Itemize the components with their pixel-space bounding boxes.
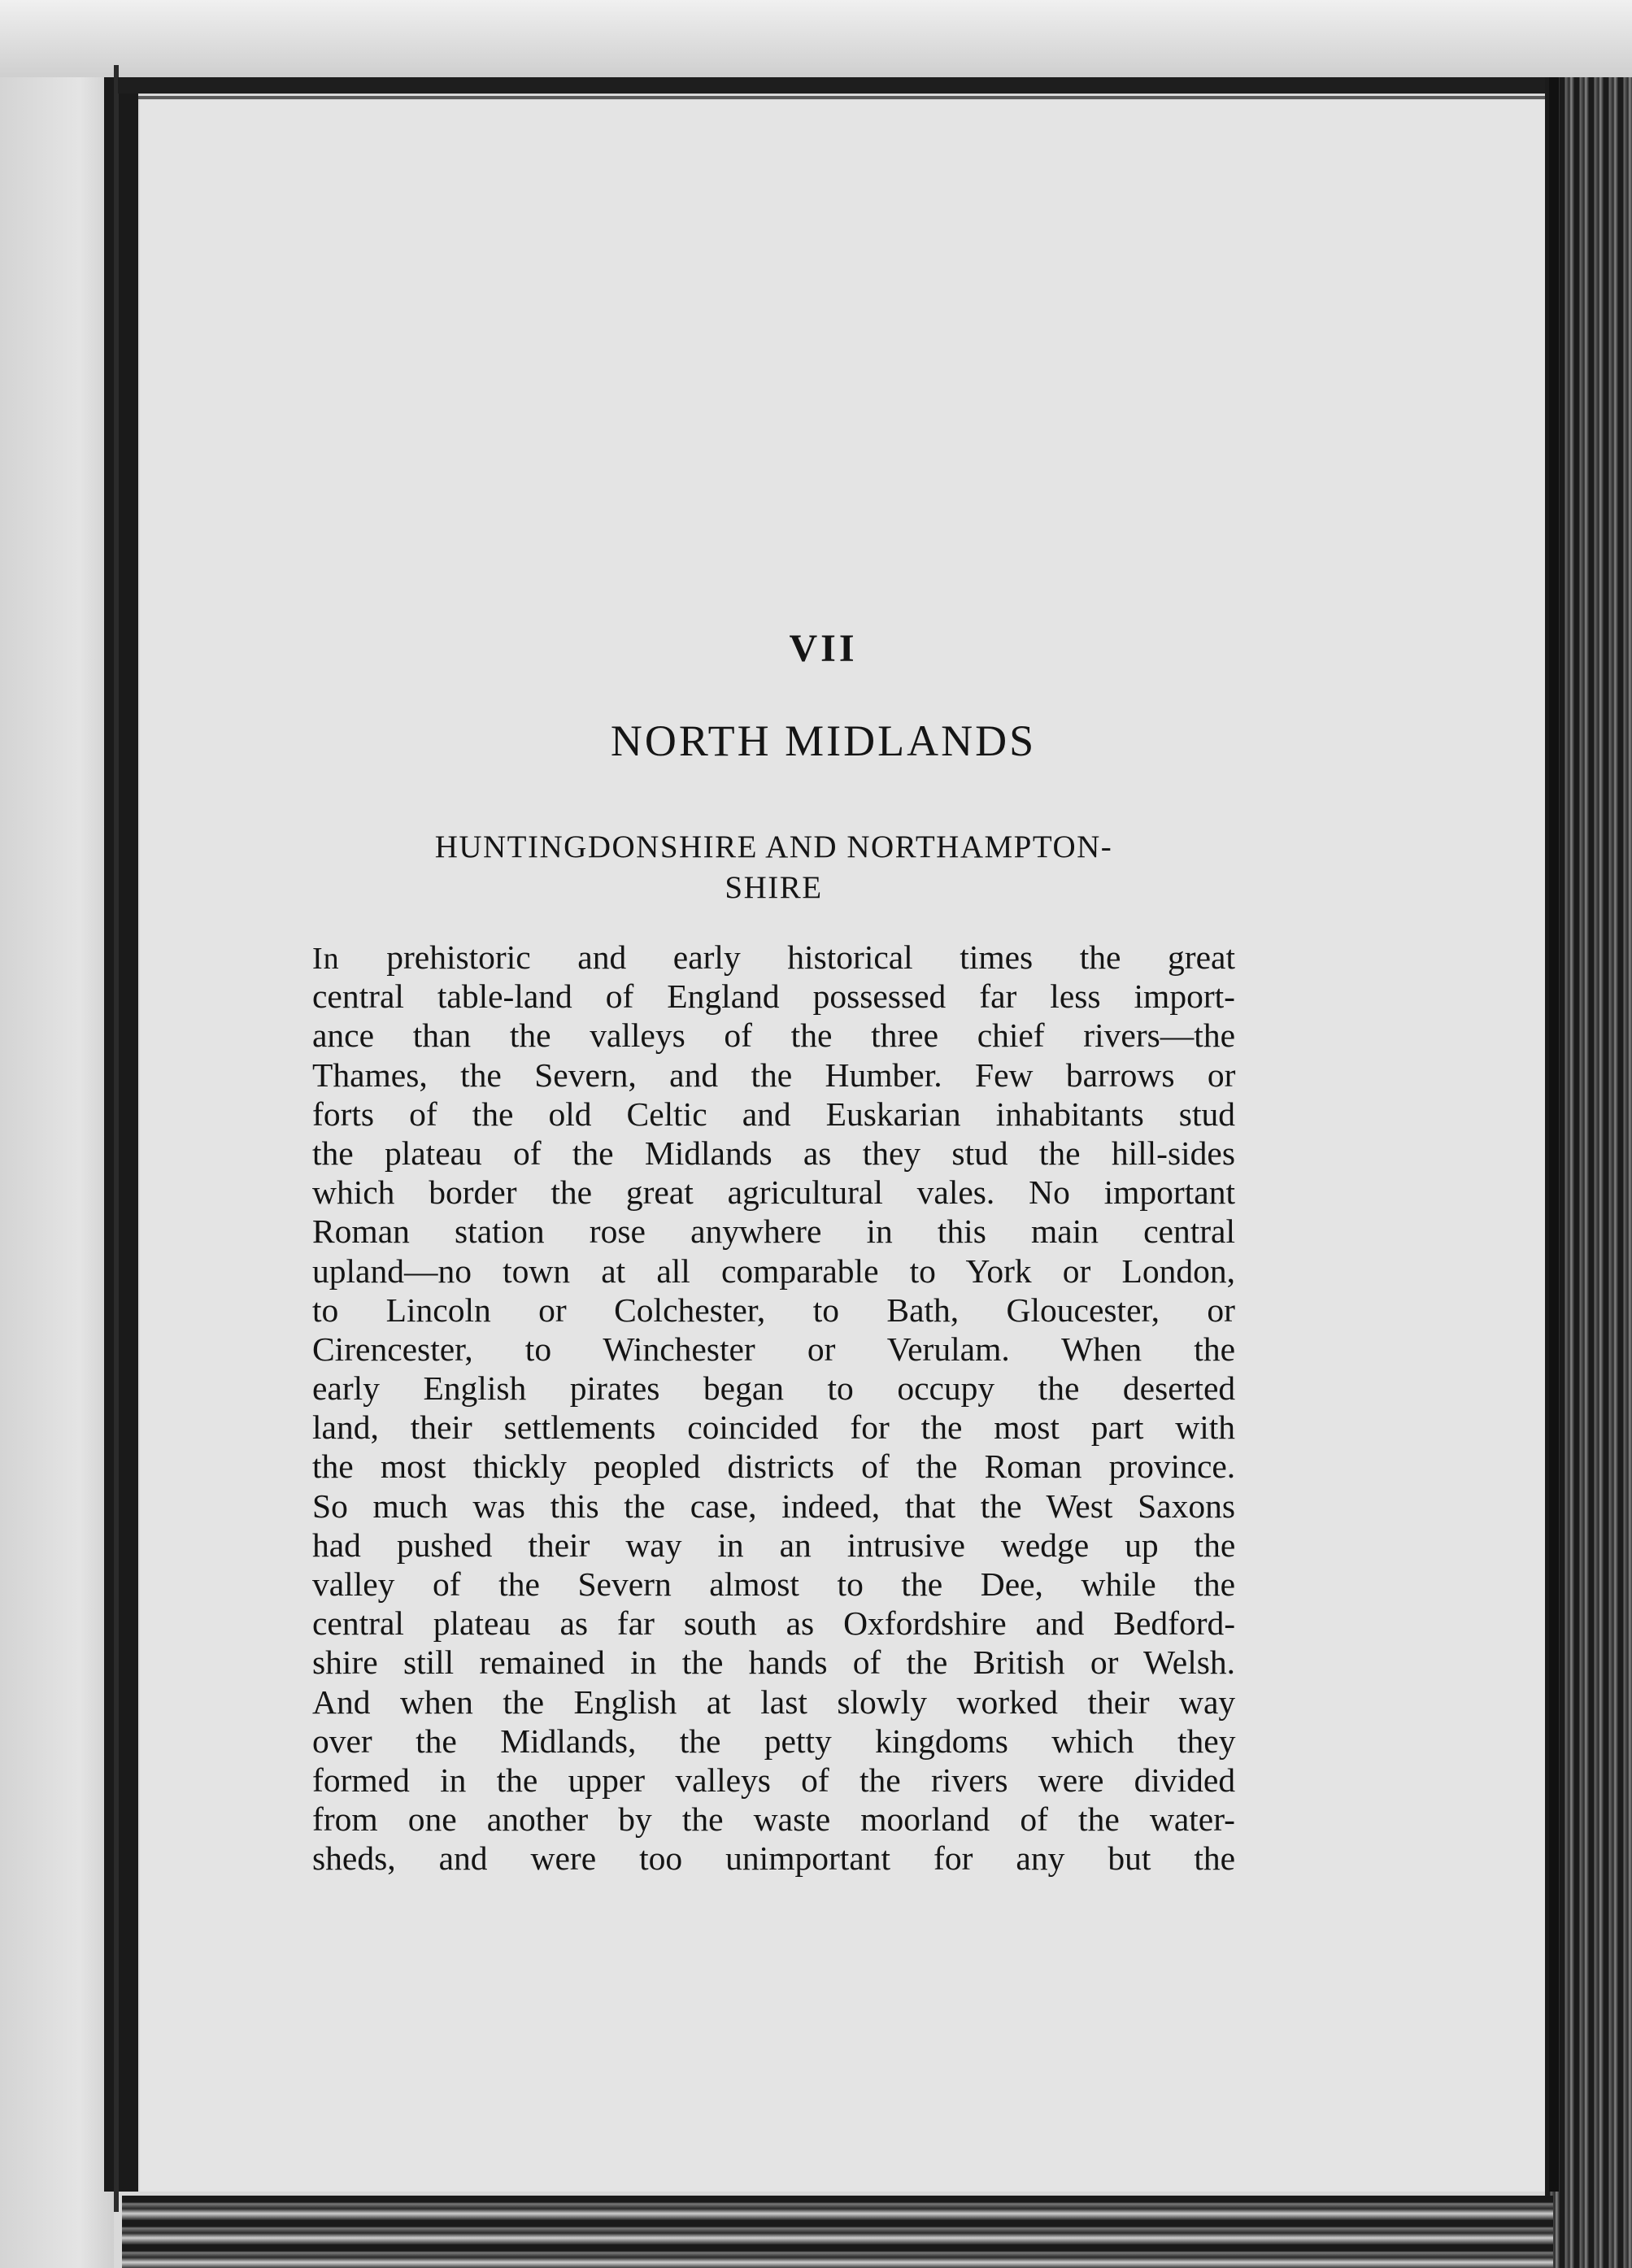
body-line: valley of the Severn almost to the Dee, while the [312,1565,1236,1603]
body-line: to Lincoln or Colchester, to Bath, Gloucester, or [312,1291,1235,1329]
body-line: over the Midlands, the petty kingdoms which they [312,1722,1236,1760]
section-title-line-2: SHIRE [725,870,823,905]
body-line: which border the great agricultural vales. No important [312,1173,1235,1212]
body-line: So much was this the case, indeed, that the West Saxons [312,1487,1235,1525]
section-title [312,827,1235,908]
body-line: In prehistoric and early historical times the great [312,938,1235,976]
body-line: Thames, the Severn, and the Humber. Few barrows or [312,1056,1236,1094]
body-line: Roman station rose anywhere in this main central [312,1212,1235,1251]
facing-page-edge [0,77,114,2268]
body-line: upland—no town at all comparable to York or London, [312,1252,1235,1290]
scan-top-margin [0,0,1632,77]
body-line: And when the English at last slowly worked their way [312,1682,1236,1721]
body-line: land, their settlements coincided for the most part with [312,1408,1236,1447]
chapter-title: NORTH MIDLANDS [610,716,1037,765]
page-top-line [138,96,1545,99]
body-line: Cirencester, to Winchester or Verulam. When the [312,1330,1235,1368]
page-bottom-edge [122,2196,1553,2268]
page-top-shadow [118,77,1553,94]
book-spine-line [114,65,119,2212]
body-line: formed in the upper valleys of the rivers were divided [312,1761,1236,1799]
section-title-line-1: HUNTINGDONSHIRE AND NORTHAMPTON- [434,829,1113,864]
chapter-number: VII [789,627,858,670]
body-line: the most thickly peopled districts of the Roman province. [312,1447,1236,1486]
body-line: forts of the old Celtic and Euskarian inhabitants stud [312,1095,1235,1133]
body-line: from one another by the waste moorland of the water- [312,1800,1235,1839]
drop-initial: In [312,942,340,976]
body-line: the plateau of the Midlands as they stud the hill-sides [312,1134,1236,1172]
page-fore-edge-shadow [1549,77,1559,2192]
body-line: early English pirates began to occupy the deserted [312,1369,1236,1408]
body-line: central plateau as far south as Oxfordshire and Bedford- [312,1604,1236,1643]
body-line: central table-land of England possessed far less import- [312,977,1235,1016]
body-line: sheds, and were too unimportant for any but the [312,1839,1236,1878]
body-text [312,938,1235,1878]
book-spine-shadow [104,77,138,2192]
body-line: shire still remained in the hands of the British or Welsh. [312,1643,1236,1682]
body-line: ance than the valleys of the three chief rivers—the [312,1016,1235,1055]
body-line: had pushed their way in an intrusive wedge up the [312,1526,1236,1564]
